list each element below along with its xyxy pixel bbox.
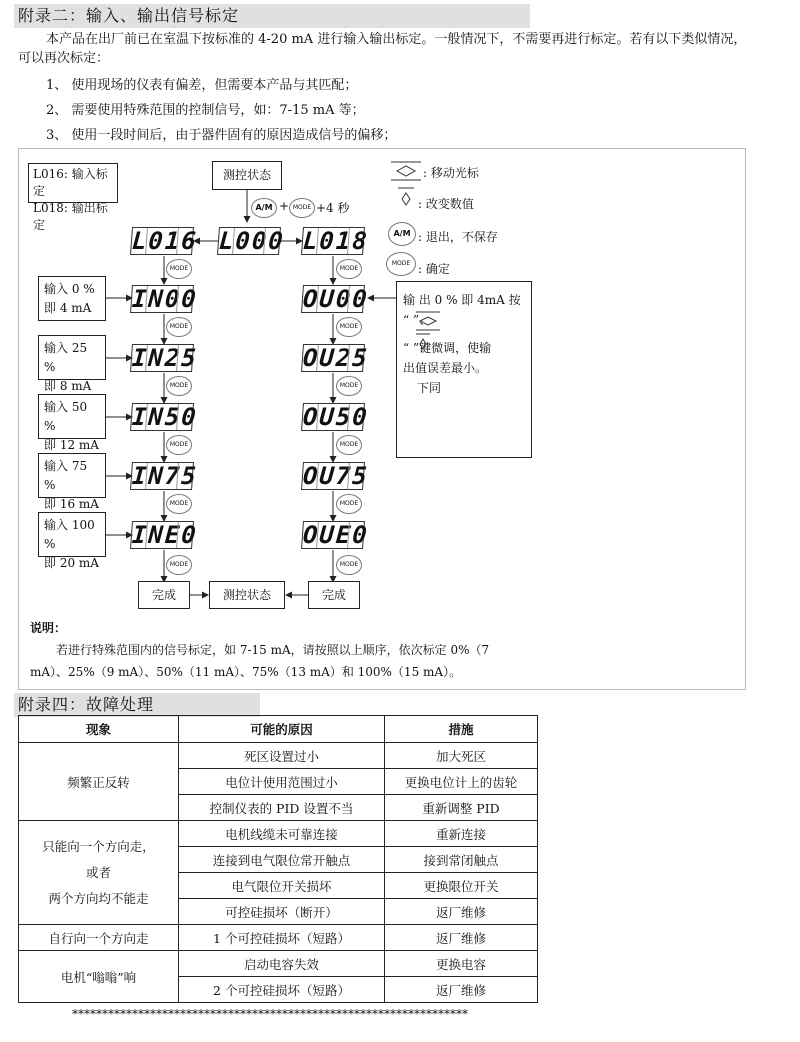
input-current: 即 4 mA [44, 301, 92, 315]
input-percent: 输入 25 % [44, 341, 88, 374]
note-line1: 输 出 0 % 即 4mA 按 [403, 293, 521, 307]
mode-key-icon: MODE [289, 198, 315, 218]
note-paragraph-line2: mA）、25%（9 mA）、50%（11 mA）、75%（13 mA）和 100%（15 mA）。 [30, 665, 462, 679]
table-header-row [19, 716, 538, 743]
table-row [19, 925, 538, 951]
action-cell: 更换电位计上的齿轮 [385, 769, 538, 795]
mode-key-icon: MODE [336, 317, 362, 337]
output-note-box [396, 281, 532, 458]
legend-output-calibration: L018: 输出标定 [33, 201, 108, 232]
test-state-box-top: 测控状态 [212, 161, 282, 190]
header-action: 措施 [385, 716, 538, 743]
header-phenomenon: 现象 [19, 716, 179, 743]
input-current: 即 12 mA [44, 438, 99, 452]
display-l018: L018 [302, 227, 370, 255]
mode-key-icon: MODE [166, 435, 192, 455]
cause-cell: 电气限位开关损坏 [179, 873, 385, 899]
footer-stars-divider: ****************************************************************** [72, 1007, 468, 1021]
cause-cell: 启动电容失效 [179, 951, 385, 977]
condition-item-3: 3、 使用一段时间后，由于器件固有的原因造成信号的偏移； [46, 128, 397, 143]
mode-key-icon: MODE [336, 376, 362, 396]
input-percent: 输入 50 % [44, 400, 88, 433]
display-ou00: OU00 [302, 285, 370, 313]
legend-change-value: : 改变数值 [418, 197, 474, 211]
mode-legend-box [28, 163, 118, 232]
display-ou75: OU75 [302, 462, 370, 490]
display-in25: IN25 [131, 344, 199, 372]
cause-cell: 电位计使用范围过小 [179, 769, 385, 795]
mode-key-icon: MODE [336, 435, 362, 455]
mode-key-icon: MODE [386, 252, 416, 276]
display-ou25: OU25 [302, 344, 370, 372]
cause-cell: 可控硅损坏（断开） [179, 899, 385, 925]
display-in00: IN00 [131, 285, 199, 313]
note-line3 [403, 338, 525, 358]
action-cell: 返厂维修 [385, 925, 538, 951]
mode-key-icon: MODE [166, 376, 192, 396]
legend-input-calibration: L016: 输入标定 [33, 167, 108, 198]
display-oue0: OUE0 [302, 521, 370, 549]
condition-item-1: 1、 使用现场的仪表有偏差，但需要本产品与其匹配； [46, 78, 358, 93]
header-cause: 可能的原因 [179, 716, 385, 743]
table-row [19, 743, 538, 769]
intro-paragraph-line2: 可以再次标定： [18, 51, 110, 66]
note-title: 说明： [30, 621, 67, 635]
cause-cell: 1 个可控硅损坏（短路） [179, 925, 385, 951]
am-key-icon: A/M [388, 222, 416, 246]
test-state-box-bottom: 测控状态 [209, 581, 285, 609]
input-current: 即 20 mA [44, 556, 99, 570]
mode-key-icon: MODE [336, 259, 362, 279]
display-ou50: OU50 [302, 403, 370, 431]
display-ine0: INE0 [131, 521, 199, 549]
legend-exit-no-save: : 退出，不保存 [418, 230, 498, 244]
am-key-icon: A/M [251, 198, 277, 218]
display-in50: IN50 [131, 403, 199, 431]
input-current: 即 8 mA [44, 379, 92, 393]
input-label-box [38, 512, 106, 570]
phenomenon-cell: 电机“嗡嗡”响 [19, 951, 179, 1003]
phenomenon-line: 两个方向均不能走 [48, 890, 149, 906]
mode-key-icon: MODE [166, 259, 192, 279]
display-l016: L016 [131, 227, 199, 255]
cursor-key-icon [414, 310, 442, 332]
cause-cell: 死区设置过小 [179, 743, 385, 769]
input-label-box [38, 335, 106, 393]
phenomenon-line: 或者 [85, 864, 111, 880]
combo-hold-seconds: +4 秒 [316, 201, 350, 215]
section-title-fault: 附录四：故障处理 [18, 695, 155, 714]
display-in75: IN75 [131, 462, 199, 490]
section-title-calibration: 附录二：输入、输出信号标定 [18, 6, 240, 25]
mode-key-icon: MODE [166, 317, 192, 337]
note-line2-text: “ ”、 [403, 313, 432, 327]
action-cell: 接到常闭触点 [385, 847, 538, 873]
phenomenon-cell [19, 821, 179, 925]
legend-confirm: : 确定 [418, 262, 450, 276]
change-value-key-icon [415, 332, 431, 354]
done-box-right: 完成 [308, 581, 360, 609]
note-line5: 下同 [417, 381, 442, 395]
phenomenon-cell: 频繁正反转 [19, 743, 179, 821]
cursor-key-icon [389, 160, 423, 182]
note-line3-text: “ ”键微调，使输 [403, 341, 492, 355]
action-cell: 返厂维修 [385, 899, 538, 925]
input-label-box [38, 394, 106, 452]
action-cell: 返厂维修 [385, 977, 538, 1003]
cause-cell: 2 个可控硅损坏（短路） [179, 977, 385, 1003]
condition-item-2: 2、 需要使用特殊范围的控制信号，如：7-15 mA 等； [46, 103, 365, 118]
cause-cell: 连接到电气限位常开触点 [179, 847, 385, 873]
cause-cell: 控制仪表的 PID 设置不当 [179, 795, 385, 821]
mode-key-icon: MODE [166, 555, 192, 575]
input-percent: 输入 0 % [44, 282, 95, 296]
done-box-left: 完成 [138, 581, 190, 609]
input-label-box [38, 453, 106, 511]
input-percent: 输入 100 % [44, 518, 95, 551]
display-l000: L000 [218, 227, 286, 255]
action-cell: 重新连接 [385, 821, 538, 847]
mode-key-icon: MODE [336, 494, 362, 514]
input-label-box [38, 276, 106, 321]
intro-paragraph-line1: 本产品在出厂前已在室温下按标准的 4-20 mA 进行输入输出标定。一般情况下，不需要再进行标定。若有以下类似情况， [46, 32, 747, 47]
mode-key-icon: MODE [166, 494, 192, 514]
action-cell: 重新调整 PID [385, 795, 538, 821]
phenomenon-cell: 自行向一个方向走 [19, 925, 179, 951]
mode-key-icon: MODE [336, 555, 362, 575]
table-row [19, 951, 538, 977]
combo-plus: + [279, 199, 290, 213]
input-percent: 输入 75 % [44, 459, 88, 492]
note-paragraph-line1: 若进行特殊范围内的信号标定，如 7-15 mA，请按照以上顺序，依次标定 0%（7 [56, 643, 490, 657]
legend-move-cursor: : 移动光标 [423, 166, 479, 180]
note-line4: 出值误差最小。 [403, 361, 488, 375]
fault-table [18, 715, 538, 1003]
action-cell: 更换电容 [385, 951, 538, 977]
action-cell: 加大死区 [385, 743, 538, 769]
change-value-key-icon [396, 186, 416, 210]
table-row [19, 821, 538, 847]
cause-cell: 电机线缆未可靠连接 [179, 821, 385, 847]
phenomenon-line: 只能向一个方向走， [42, 838, 155, 854]
input-current: 即 16 mA [44, 497, 99, 511]
action-cell: 更换限位开关 [385, 873, 538, 899]
